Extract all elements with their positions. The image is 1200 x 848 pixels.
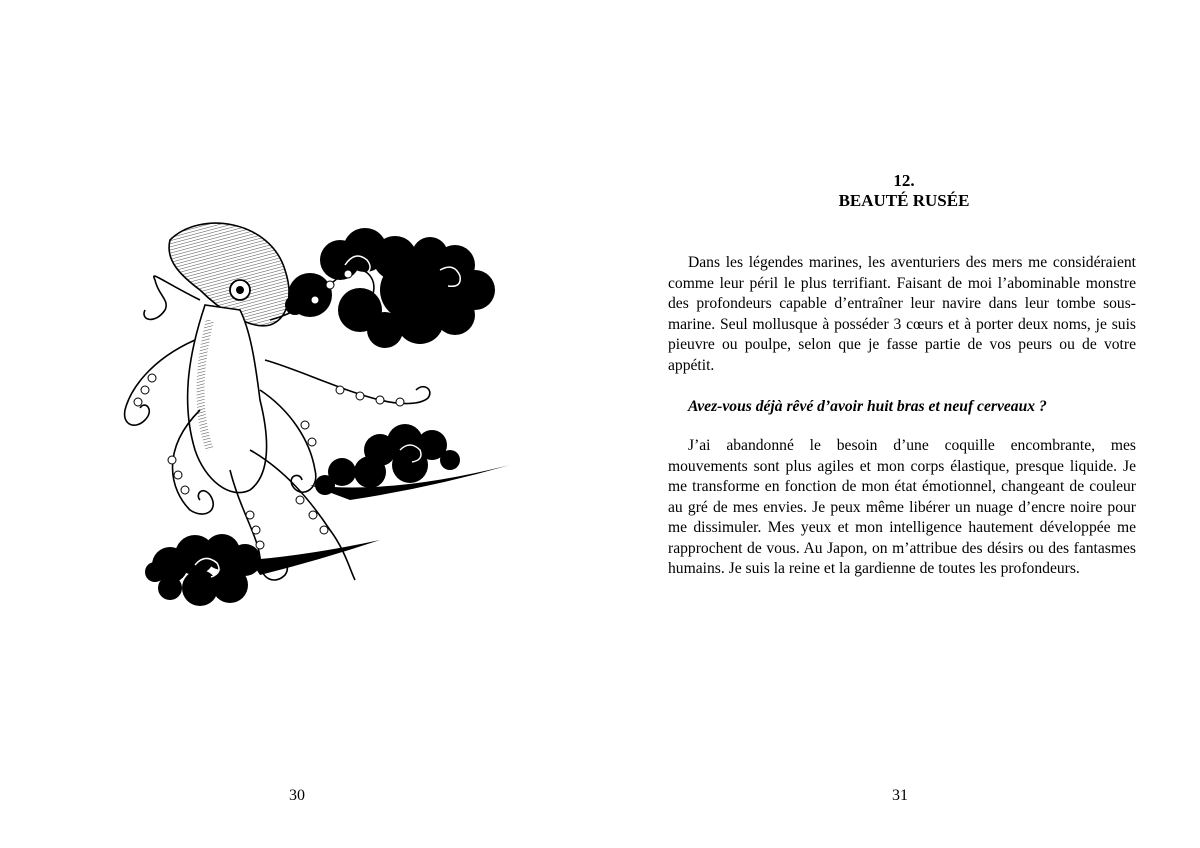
- tentacle-2: [125, 340, 195, 425]
- question-line: Avez-vous déjà rêvé d’avoir huit bras et neuf cerveaux ?: [688, 398, 1047, 415]
- ink-cloud-middle: [310, 424, 510, 500]
- page-number-left: 30: [289, 787, 305, 804]
- ink-cloud-upper: [285, 228, 495, 348]
- chapter-number: 12.: [893, 171, 915, 190]
- tentacle-7: [265, 360, 430, 404]
- paragraph-body: J’ai abandonné le besoin d’une coquille encombrante, mes mouvements sont plus agiles et mon corps élastique, presque liquide. Je me transforme en fonction de mon état émotionnel, changeant de couleur au gré de mes envies. Je peux même libérer un nuage d’encre noire pour me dissimuler. Mes yeux et mon intelligence hautement développée me rapprochent de vous. Au Japon, on m’attribue des désirs ou des fantasmes humains. Je suis la reine et la gardienne de toutes les profondeurs.: [668, 437, 1136, 577]
- page-number-right: 31: [892, 787, 908, 804]
- tentacle-6: [260, 390, 316, 492]
- paragraph-intro: Dans les légendes marines, les aventuriers des mers me considéraient comme leur péril le plus terrifiant. Faisant de moi l’abominable monstre des profondeurs capable d’entraîner leur navire dans leur tombe sous-marine. Seul mollusque à posséder 3 cœurs et à porter deux noms, je suis pieuvre ou poulpe, selon que je fasse partie de vos peurs ou de votre appétit.: [668, 254, 1136, 374]
- right-page: [600, 0, 1200, 848]
- chapter-title: BEAUTÉ RUSÉE: [838, 191, 970, 210]
- octopus-illustration: [110, 210, 520, 620]
